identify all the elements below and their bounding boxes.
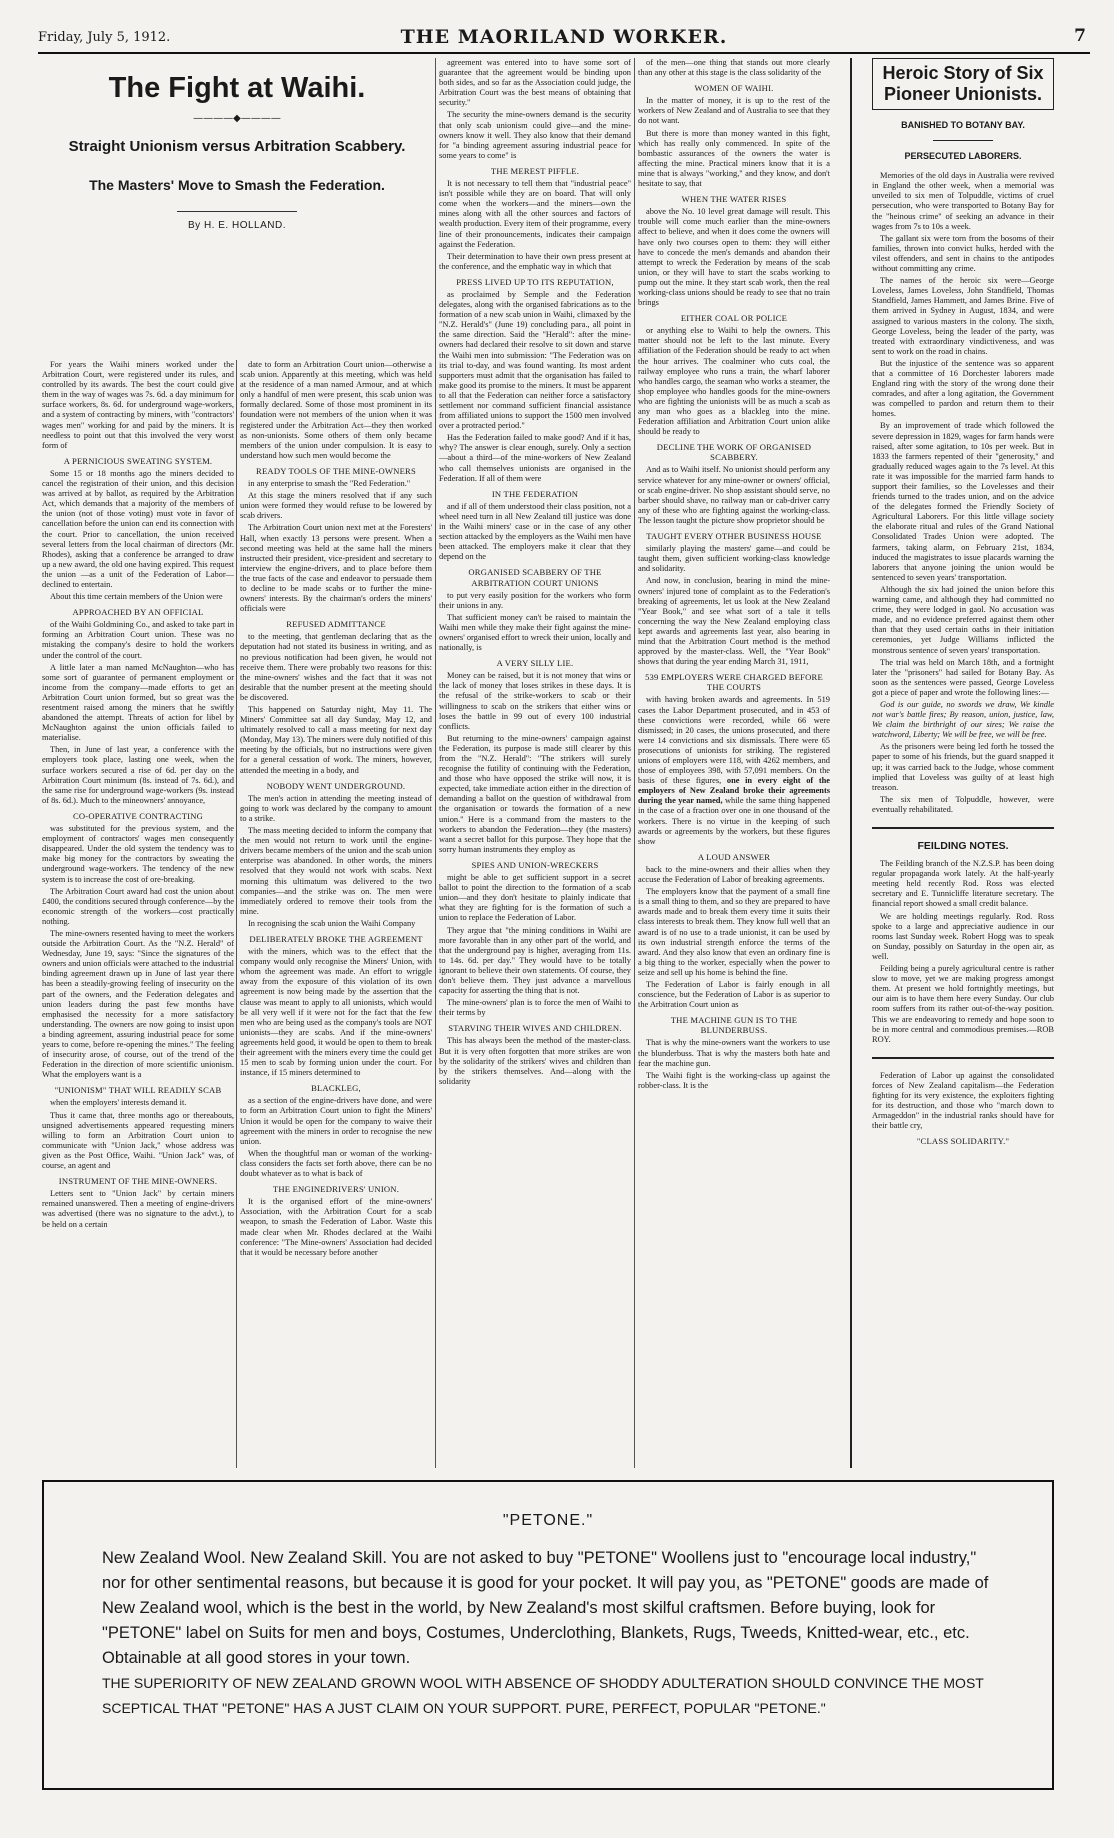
subheading: THE MACHINE GUN IS TO THE BLUNDERBUSS. [670, 1015, 798, 1036]
ad-title: "PETONE." [502, 1512, 594, 1529]
paragraph: back to the mine-owners and their allies when they accuse the Federation of Labor of breaking agreements. [638, 864, 830, 885]
paragraph: About this time certain members of the Union were [50, 592, 223, 602]
paragraph: Feilding being a purely agricultural centre is rather slow to move, yet we are making progress amongst them. At present we hold fortnightly meetings, but our aim is to have them here every Sunday. Our club room suffers from its rather out-of-the-way position. This we are endeavoring to remedy and hope soon to be in more central and commodious premises.—ROB ROY. [872, 964, 1054, 1044]
article-column-3 [439, 58, 631, 1468]
subheading: NOBODY WENT UNDERGROUND. [266, 780, 406, 791]
paragraph-text: while the same thing happened in the case of a fraction over one in one thousand of the workers. There is no virtue in the keeping of such awards or agreements by the workers, but these figures show [638, 796, 830, 846]
paragraph: The mine-owners resented having to meet the workers outside the Arbitration Court. As the "N.Z. Herald" of Wednesday, June 19, says: "Since the signatures of the owners and union officials were attached to the industrial binding agreement drawn up in June of last year there has been a steadily-growing feeling of insecurity on the part of the owners, and the Federation delegates and union leaders during the past few months have emphasised the necessity for a more satisfactory understanding. The owners are now going to insist upon a binding agreement, assuring industrial peace for some years to come, before re-opening the mines." The feeling of insecurity arose, of course, out of the trend of the Federation in the direction of more scientific unionism. What the employers want is a [42, 928, 234, 1080]
column-rule [850, 58, 852, 1468]
subheading: 539 EMPLOYERS WERE CHARGED BEFORE THE COURTS [645, 672, 823, 693]
slogan: "CLASS SOLIDARITY." [916, 1136, 1010, 1147]
paragraph: The Feilding branch of the N.Z.S.P. has been doing regular propaganda work lately. At the half-yearly meeting held recently Rod. Ross was elected secretary and E. Tunnicliffe literature secretary. The financial report showed a small credit balance. [872, 859, 1054, 909]
paragraph: The security the mine-owners demand is the security that only scab unionism could give—and the mine-owners know it well. They also know that their demand for "a binding agreement assuring industrial peace for some years to come" is [439, 110, 631, 160]
subheading: ORGANISED SCABBERY OF THE ARBITRATION COURT UNIONS [468, 567, 602, 588]
paragraph: The mine-owners' plan is to force the men of Waihi to their terms by [439, 998, 631, 1018]
emphasis-text: one in every eight of the employers of New Zealand broke their agreements during the year named, [638, 776, 830, 806]
subheading: EITHER COAL OR POLICE [680, 313, 788, 324]
paragraph: date to form an Arbitration Court union—otherwise a scab union. Apparently at this meeting, which was held at the residence of a man named Armour, and at which only a handful of men were present, this scab union was formally declared. Some of those most prominent in its foundation were not members of the union when it was registered under the Arbitration Act—they then worked as non-unionists. Some others of them only became members of the union under compulsion. It is easy to understand how such men would become the [240, 360, 432, 460]
paragraph: They argue that "the mining conditions in Waihi are more favorable than in any other part of the world, and that the underground pay is higher, averaging from 11s. to 14s. 6d. per day." They would have to be totally ignorant to believe their own statements. Of course, they don't believe them. They just advance a marvellous capacity for asserting the thing that is not. [439, 925, 631, 996]
paragraph: By an improvement of trade which followed the severe depression in 1829, wages for farm hands were raised, after some agitation, to 10s per week. But in 1833 the farmers repented of their "generosity," and gradually reduced wages again to the 7s level. At this rate it was impossible for the married farm hands to support their families, so the Lovelesses and their friends turned to the trades union, and on the advice of the delegates formed the Friendly Society of Agricultural Laborers. For this little village society the elaborate ritual and rules of the Grand National Consolidated Trades Union were adopted. The farmers, taking alarm, on February 21st, 1834, induced the magistrates to issue placards warning the laborers that anyone joining the union would be sentenced to seven years' transportation. [872, 421, 1054, 582]
paragraph: of the Waihi Goldmining Co., and asked to take part in forming an Arbitration Court union. These was no mistaking the company's desire to hold the workers under the control of the court. [42, 620, 234, 660]
side-article-headline: Heroic Story of Six Pioneer Unionists. [872, 58, 1054, 110]
article-column-2 [240, 360, 432, 1468]
page-number: 7 [1074, 26, 1086, 46]
subheading: PRESS LIVED UP TO ITS REPUTATION, [456, 276, 614, 287]
subheading: INSTRUMENT OF THE MINE-OWNERS. [58, 1176, 218, 1187]
paragraph: A little later a man named McNaughton—who has some sort of guarantee of permanent employment or income from the company—made efforts to get an Arbitration Court union formed, but so great was the resentment raised among the miners that he swiftly abandoned the attempt. Threats of action for libel by McNaughton against the union officials failed to materialise. [42, 662, 234, 743]
paragraph: of the men—one thing that stands out more clearly than any other at this stage is the class solidarity of the [638, 58, 830, 78]
paragraph: That is why the mine-owners want the workers to use the blunderbuss. That is why the masters both hate and fear the machine gun. [638, 1038, 830, 1068]
subheading: TAUGHT EVERY OTHER BUSINESS HOUSE [646, 531, 822, 542]
article-column-4 [638, 58, 830, 1468]
article-column-1 [42, 360, 234, 1468]
paragraph: in any enterprise to smash the "Red Federation." [248, 479, 411, 489]
paragraph: Some 15 or 18 months ago the miners decided to cancel the registration of their union, and this decision was arrived at by ballot, as required by the Arbitration Act, which demands that a majority of the members of the union (not of those voting) must vote in favor of cancellation before the union can end its connection with the court. Prior to cancellation, the union received several letters from the local chairman of directors (Mr. Rhodes), asking that a conference be arranged to draw up a new award, the old one having expired. This request the union —as a unit of the Federation of Labor—declined to entertain. [42, 468, 234, 589]
subheading: READY TOOLS OF THE MINE-OWNERS [256, 465, 416, 476]
paragraph: when the employers' interests demand it. [50, 1098, 187, 1108]
paragraph: At this stage the miners resolved that if any such union were formed they would refuse to be lowered by scab drivers. [240, 491, 432, 521]
paragraph: The mass meeting decided to inform the company that the men would not return to work until the engine-drivers became members of the union and the scab union enterprise was abandoned. In other words, the miners resolved that they would not work with scabs. Next morning this ultimatum was delivered to the two companies—and the strike was on. The men were immediately ordered to remove their tools from the mine. [240, 826, 432, 916]
divider [933, 140, 993, 141]
side-subheading: PERSECUTED LABORERS. [904, 151, 1022, 162]
paragraph: For years the Waihi miners worked under the Arbitration Court, were registered under its rules, and controlled by its awards. The best the court could give them in the way of wages was 7s. 6d. a day minimum for surface workers, 8s. 6d. for underground wage-workers, and a system of contracting by miners, with "contractors' wages men" working for and paid by the miners. It is needless to point out that this involved the very worst form of [42, 360, 234, 450]
paragraph: The names of the heroic six were—George Loveless, James Loveless, John Standfield, Thomas Standfield, James Hammett, and James Brine. Five of them arrived in Sydney in August, 1834, and were assigned to various masters in the colony. The sixth, George Loveless, being the leader of the party, was treated with extraordinary vindictiveness, and was sent to work on the road in chains. [872, 276, 1054, 356]
paragraph: The employers know that the payment of a small fine is a small thing to them, and so they are prepared to have awards made and to break them every time it suits their class interests to break them. They know full well that an award is of no use to a trade unionist, it can be used by its own industrial strength enforce the terms of the award. And they also know that even an ordinary fine is a big thing to the worker, especially when the power to seize and sell up his home is behind the fine. [638, 887, 830, 977]
side-column [872, 58, 1054, 1468]
subheading: SPIES AND UNION-WRECKERS [471, 859, 599, 870]
subheading: A PERNICIOUS SWEATING SYSTEM. [63, 455, 213, 466]
paragraph: Federation of Labor up against the consolidated forces of New Zealand capitalism—the Federation fighting for its very existence, the exploiters fighting for its destruction, and those who "march down to Armageddon" in the industrial ranks should have for their battle cry, [872, 1070, 1054, 1131]
column-rule [236, 360, 237, 1468]
subheading: STARVING THEIR WIVES AND CHILDREN. [448, 1023, 622, 1034]
paragraph: The men's action in attending the meeting instead of going to work was declared by the company to amount to a strike. [240, 793, 432, 823]
paragraph: As the prisoners were being led forth he tossed the paper to some of his friends, but the guard snapped it up; it was carried back to the Judge, whose comment implied that Loveless was guilty of at least high treason. [872, 742, 1054, 792]
paragraph: Their determination to have their own press present at the conference, and the emphatic way in which that [439, 251, 631, 271]
paragraph: But the injustice of the sentence was so apparent that a committee of 16 Dorchester laborers made England ring with the story of the wrong done their comrades, and after a long agitation, the Government was compelled to pardon and return them to their homes. [872, 358, 1054, 419]
paragraph: might be able to get sufficient support in a secret ballot to point the direction to the formation of a scab union—and they don't hesitate to plainly indicate that what they are fighting for is the formation of such a union to replace the Federation of Labor. [439, 873, 631, 923]
subheading: DELIBERATELY BROKE THE AGREEMENT [249, 933, 423, 944]
paragraph: The six men of Tolpuddle, however, were eventually rehabilitated. [872, 794, 1054, 814]
ad-body: New Zealand Wool. New Zealand Skill. You are not asked to buy "PETONE" Woollens just to "encourage local industry," nor for other sentimental reasons, but because it is good for your pocket. It will pay you, as "PETONE" goods are made of New Zealand wool, which is the best in the world, by New Zealand's most skilful craftsmen. Before buying, look for "PETONE" label on Suits for men and boys, Costumes, Underclothing, Blankets, Rugs, Tweeds, Knitted-wear, etc., etc. Obtainable at all good stores in your town. [102, 1549, 989, 1667]
paragraph-text: with having broken awards and agreements. In 519 cases the Labor Department prosecuted, and in 453 of these convictions were recorded, while 66 were dismissed; in 20 cases, the unions prosecuted, and there were 14 convictions and six dismissals. There were 65 prosecutions of unionists for striking. The registered unions of employers were 118, with 4262 members, and those of employees 398, with 57,091 members. On the basis of these figures, [638, 695, 830, 786]
paragraph: But there is more than money wanted in this fight, which has really only commenced. In spite of the bombastic assurances of the owners the water is affecting the mine. Practical miners know that it is a mine that is always "working," and they know, and don't hesitate to say, that [638, 128, 830, 189]
paragraph: The trial was held on March 18th, and a fortnight later the "prisoners" had sailed for Botany Bay. As soon as the sentences were passed, George Loveless got a piece of paper and wrote the following lines:— [872, 657, 1054, 697]
paragraph: as a section of the engine-drivers have done, and were to form an Arbitration Court union to fight the Miners' Union it would be open for the company to waive their agreement with the miners in order to recognise the new union. [240, 1096, 432, 1146]
paragraph: Then, in June of last year, a conference with the employers took place, lasting one week, when the surface workers secured a rise of 6d. per day on the Arbitration Court minimum (8s. instead of 7s. 6d.), and the same rise for underground wage-workers (9s. instead of 8s. 6d.). Much to the mineowners' annoyance, [42, 745, 234, 805]
paragraph: The Arbitration Court award had cost the union about £400, the conditions secured through conference—by the economic strength of the workers—cost practically nothing. [42, 886, 234, 926]
paragraph: This has always been the method of the master-class. But it is very often forgotten that more strikes are won by the solidarity of the strikers' wives and children than by the strikers themselves. And—along with the solidarity [439, 1036, 631, 1086]
subheading: APPROACHED BY AN OFFICIAL [72, 607, 204, 618]
paragraph: Has the Federation failed to make good? And if it has, why? The answer is clear enough, surely. Only a section—about a third—of the mine-workers of New Zealand who call themselves unionists are organised in the Federation. If all of them were [439, 433, 631, 483]
paragraph: Money can be raised, but it is not money that wins or the lack of money that loses strikes in these days. It is the refusal of the strike-workers to scab or their willingness to scab on the strikers that either wins or loses the battle in 99 out of every 100 industrial conflicts. [439, 671, 631, 731]
paragraph: The Arbitration Court union next met at the Foresters' Hall, when exactly 13 persons were present. When a second meeting was held at the same hall the miners instructed their president, vice-president and secretary to interview the engine-drivers, and to place before them the true facts of the case and endeavor to persuade them to decline to be made scabs or to further the mine-owners' interests. By the chairman's orders the miners' officials were [240, 523, 432, 614]
verse: God is our guide, no swords we draw, We kindle not war's battle fires; By reason, union, justice, law, We claim the birthright of our sires; We raise the watchword, Liberty; We will be free, we will be free. [872, 699, 1054, 740]
paragraph: In recognising the scab union the Waihi Company [248, 918, 416, 928]
divider [872, 827, 1054, 829]
paragraph: It is not necessary to tell them that "industrial peace" isn't possible while they are on board. That will only come when the workers—and the miners—own the mines along with all the other sources and factors of wealth production. Every item of their programme, every line of their pronouncements, indicates their campaign against the Federation. [439, 179, 631, 249]
paragraph: Letters sent to "Union Jack" by certain miners remained unanswered. Then a meeting of engine-drivers was advertised (there was no signature to the advt.), to be held on a certain [42, 1189, 234, 1229]
divider [872, 1057, 1054, 1059]
masthead [38, 26, 1090, 54]
paragraph: above the No. 10 level great damage will result. This trouble will come much earlier than the mine-owners affect to believe, and when it does come the owners will have only two courses open to them: they will either have to concede the men's demands and abandon their attempt to wreck the Federation by means of the scab union, or they will have to start the scabs working to pump out the mine. It they start scab work, then the real working-class unions should be ready to see that no train brings [638, 207, 830, 308]
byline: By H. E. HOLLAND. [188, 220, 286, 231]
subheading: THE MEREST PIFFLE. [490, 165, 580, 176]
subheading: A LOUD ANSWER [697, 851, 771, 862]
subheading: CO-OPERATIVE CONTRACTING [72, 810, 204, 821]
paragraph: was substituted for the previous system, and the employment of contractors' wages men consequently disappeared. Under the old system the tendency was to make big money for the contractors by sweating the underground wage-workers. The tendency of the new system is to increase the cost of ore-breaking. [42, 824, 234, 884]
paragraph: And as to Waihi itself. No unionist should perform any service whatever for any mine-owner or owners' official, or scab engine-driver. No shop assistant should serve, no barber should shave, no railway man or cab-driver carry any of these who are fighting against the working-class. The lesson taught the picture show proprietor should be [638, 465, 830, 525]
petone-advertisement [42, 1480, 1054, 1790]
paragraph: to the meeting, that gentleman declaring that as the deputation had not stated its business in writing, and as no previous notification had been given, he would not receive them. There were probably two reasons for this: the mine-owners' wishes and the fact that it was not desirable that the number present at the meeting should be discovered. [240, 632, 432, 702]
lead-subheading-1: Straight Unionism versus Arbitration Scabbery. [68, 138, 406, 155]
column-rule [435, 58, 436, 1468]
paragraph: The Federation of Labor is fairly enough in all conscience, but the Federation of Labor is as superior to the Arbitration Court union as [638, 979, 830, 1010]
divider [177, 211, 297, 212]
subheading: A VERY SILLY LIE. [496, 658, 574, 669]
column-rule [634, 58, 635, 1468]
paper-title: THE MAORILAND WORKER. [400, 26, 728, 48]
paragraph: We are holding meetings regularly. Rod. Ross spoke to a large and appreciative audience in our rooms last Sunday week. Robert Hogg was to speak on Sunday, possibly on Saturday in the open air, as well. [872, 911, 1054, 961]
paragraph: with the miners, which was to the effect that the company would only recognise the Miners' Union, with whom the agreement was made. An effort to wriggle away from the exposure of this violation of its own agreement is now being made by the assertion that the clause was meant to apply to all unionists, which would be all very well if it were not for the fact that the few men who are being used as the company's tools are NOT unionists—they are scabs. And if the mine-owners' agreements held good, it would be open to them to break their agreement with the miners every time the could get 15 men to scab by forming union under the court. For instance, if 15 miners determined to [240, 947, 432, 1078]
paragraph: as proclaimed by Semple and the Federation delegates, along with the organised fabrications as to the formation of a new scab union in Waihi, climaxed by the "N.Z. Herald's" (June 19) concluding para., all point in the same direction. Said the "Herald": after the mine-owners had declared their resolve to sit down and starve the Waihi men into submission: "The Federation was on its trial to-day, and was found wanting. Its most ardent supporters must admit that the organisation has failed to make good its promise to the miners. It must be apparent to all that the Federation can neither force a satisfactory settlement nor command sufficient financial assistance from affiliated unions to support the 1500 men involved over a protracted period." [439, 289, 631, 431]
notes-heading: FEILDING NOTES. [917, 840, 1009, 852]
paragraph: Thus it came that, three months ago or thereabouts, unsigned advertisements appeared requesting miners willing to form an Arbitration Court union to communicate with "Union Jack," whose address was given as the Post Office, Waihi. "Union Jack" was, of course, an agent and [42, 1110, 234, 1171]
side-subheading: BANISHED TO BOTANY BAY. [901, 120, 1025, 130]
subheading: THE ENGINEDRIVERS' UNION. [272, 1184, 400, 1195]
paragraph: or anything else to Waihi to help the owners. This matter should not be left to the last minute. Every affiliation of the Federation should be ready to act when the hour arrives. The coalminer who cuts coal, the railway employee who runs a train, the wharf laborer who handles cargo, the seaman who works a steamer, the shop employee who handles goods for the mine-owners who are fighting the unionists will be as much a scab as any man who goes as a blackleg into the mine. Federation affiliation and Arbitration Court union alike should be ready to [638, 326, 830, 437]
paragraph: It is the organised effort of the mine-owners' Association, with the Arbitration Court for a scab weapon, to smash the Federation of Labor. Waste this made clear when Mr. Rhodes declared at the Waihi conference: "The Mine-owners' Association had decided that it would be necessary before another [240, 1197, 432, 1257]
subheading: REFUSED ADMITTANCE [286, 619, 386, 630]
paragraph: And now, in conclusion, bearing in mind the mine-owners' injured tone of complaint as to the Federation's breaking of agreements, let us look at the New Zealand "Year Book," and see what sort of a tale it tells concerning the way the New Zealand employing class kept awards and agreements last year, also bearing in mind that the Arbitration Court method is the method approved by the master-class. Well, the "Year Book" shows that during the year ending March 31, 1911, [638, 576, 830, 667]
paragraph: The gallant six were torn from the bosoms of their families, thrown into convict hulks, herded with the vilest offenders, and sent in chains to the antipodes without committing any crime. [872, 233, 1054, 274]
subheading: DECLINE THE WORK OF ORGANISED SCABBERY. [656, 442, 812, 463]
paragraph [638, 695, 830, 846]
paragraph: That sufficient money can't be raised to maintain the Waihi men while they make their fight against the mine-owners' organised effort to wreck their union, locally and nationally, is [439, 612, 631, 653]
paragraph: and if all of them understood their class position, not a wheel need turn in all New Zealand till justice was done in the Waihi miners' case or in the case of any other section attacked by the employers as the Waihi men have been attacked. The employers make it clear that they depend on the [439, 501, 631, 562]
paragraph: This happened on Saturday night, May 11. The Miners' Committee sat all day Sunday, May 12, and ultimately resolved to call a mass meeting for next day (Monday, May 13). The miners were duly notified of this meeting by the officials, but no instructions were given for a general cessation of work. The miners, however, attended the meeting in a body, and [240, 705, 432, 775]
paragraph: In the matter of money, it is up to the rest of the workers of New Zealand and of Australia to see that they do not want. [638, 96, 830, 126]
paragraph: Memories of the old days in Australia were revived in England the other week, when a memorial was unveiled to six men of Tolpuddle, victims of cruel persecution, who were transported to Botany Bay for the "heinous crime" of seeking an advance in their wages from 7s to 10s a week. [872, 171, 1054, 231]
paragraph: agreement was entered into to have some sort of guarantee that the agreement would be binding upon both sides, and so far as the Association could judge, the Arbitration Court was the best means of obtaining that security." [439, 58, 631, 108]
paragraph: similarly playing the masters' game—and could be taught them, given sufficient working-class knowledge and solidarity. [638, 544, 830, 574]
paragraph: But returning to the mine-owners' campaign against the Federation, its purpose is made still clearer by this from the "N.Z. Herald": "The strikers will surely recognise the futility of continuing with the Federation, and those who have opposed the strike will now, it is expected, take immediate action either in the direction of demanding a ballot on the question of withdrawal from the organisation or towards the formation of a new union." Here is a command from the masters to the workers to abandon the Federation—they (the masters) want a secret ballot for this purpose. They hope that the sorry human instruments they employ as [439, 733, 631, 854]
headline-ornament: ————◆———— [193, 113, 281, 124]
paragraph: The Waihi fight is the working-class up against the robber-class. It is the [638, 1070, 830, 1090]
issue-date: Friday, July 5, 1912. [38, 30, 171, 45]
paragraph: When the thoughtful man or woman of the working-class considers the facts set forth above, there can be no doubt whatever as to what is back of [240, 1148, 432, 1179]
subheading: WOMEN OF WAIHI. [694, 83, 774, 94]
lead-headline-block [42, 60, 432, 350]
ad-tagline: THE SUPERIORITY OF NEW ZEALAND GROWN WOOL WITH ABSENCE OF SHODDY ADULTERATION SHOULD CONVINCE THE MOST SCEPTICAL THAT "PETONE" HAS A JUST CLAIM ON YOUR SUPPORT. PURE, PERFECT, POPULAR "PETONE." [102, 1675, 984, 1716]
subheading: WHEN THE WATER RISES [681, 194, 787, 205]
subheading: "UNIONISM" THAT WILL READILY SCAB [54, 1085, 222, 1096]
paragraph: to put very easily position for the workers who form their unions in any. [439, 590, 631, 610]
lead-headline: The Fight at Waihi. [108, 72, 366, 104]
paragraph: Although the six had joined the union before this warning came, and although they had committed no crime, they were lodged in gaol. No accusation was made, and no evidence preferred against them other than that they used certain oaths in their initiation ceremonies, yet Judge Williams inflicted the monstrous sentence of seven years' transportation. [872, 584, 1054, 655]
lead-subheading-2: The Masters' Move to Smash the Federation. [89, 177, 385, 193]
subheading: IN THE FEDERATION [491, 488, 579, 499]
subheading: BLACKLEG, [311, 1083, 361, 1094]
